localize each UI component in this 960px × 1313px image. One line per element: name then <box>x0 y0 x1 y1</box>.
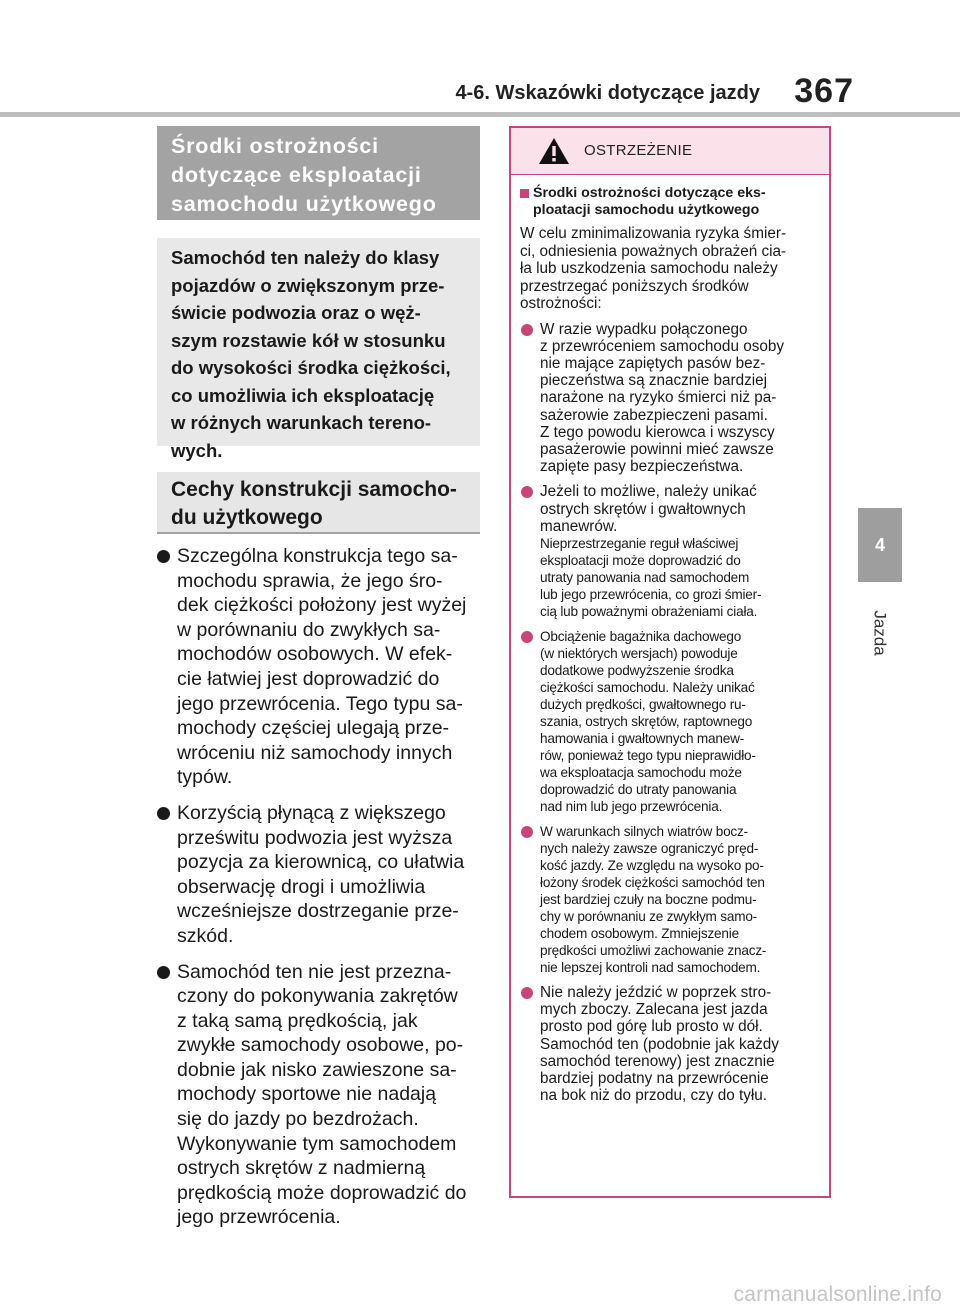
bullet-line: w porównaniu do zwykłych sa- <box>177 618 441 641</box>
page-header <box>0 0 960 120</box>
page-number: 367 <box>794 72 854 110</box>
item-line: nych należy zawsze ograniczyć pręd- <box>540 840 759 856</box>
intro-line: przestrzegać poniższych środków <box>520 277 749 295</box>
item-line: Nie należy jeździć w poprzek stro- <box>540 983 772 1001</box>
item-line: cią lub poważnymi obrażeniami ciała. <box>540 603 758 619</box>
bullet-line: wróceniu niż samochody innych <box>177 741 453 764</box>
bullet-dot-icon <box>521 324 533 336</box>
bullet-line: wcześniejsze dostrzeganie prze- <box>177 900 459 923</box>
item-line: W warunkach silnych wiatrów bocz- <box>540 823 748 839</box>
item-line: chy w porównaniu ze zwykłym samo- <box>540 908 758 924</box>
bullet-dot-icon <box>157 807 170 820</box>
item-line: Nieprzestrzeganie reguł właściwej <box>540 535 739 551</box>
bullet-line: prześwitu podwozia jest wyższa <box>177 826 453 849</box>
bullet-line: pozycja za kierownicą, co ułatwia <box>177 851 465 874</box>
warning-box <box>509 126 831 1198</box>
bullet-line: typów. <box>177 766 233 789</box>
item-line: pieczeństwa są znacznie bardziej <box>540 372 768 390</box>
item-line: na bok niż do przodu, czy do tyłu. <box>540 1087 768 1105</box>
item-line: sażerowie zabezpieczeni pasami. <box>540 406 768 424</box>
bullet-line: mochodów osobowych. W efek- <box>177 643 453 666</box>
intro-box <box>157 238 480 461</box>
item-line: ostrych skrętów i gwałtownych <box>540 500 746 518</box>
bullet-line: się do jazdy po bezdrożach. <box>177 1108 419 1131</box>
bullet-dot-icon <box>521 631 533 643</box>
warning-item <box>520 984 821 1104</box>
bullet-line: dobnie jak nisko zawieszone sa- <box>177 1058 457 1081</box>
item-line: utraty panowania nad samochodem <box>540 569 750 585</box>
item-line: jest bardziej czuły na boczne podmu- <box>540 891 757 907</box>
bullet-item <box>157 960 480 1231</box>
bullet-line: Wykonywanie tym samochodem <box>177 1132 457 1155</box>
bullet-line: mochody sportowe nie nadają <box>177 1083 437 1106</box>
subheading-line: Cechy konstrukcji samocho- <box>171 478 457 501</box>
subheading-line: ploatacji samochodu użytkowego <box>533 202 760 218</box>
item-line: nie lepszej kontroli nad samochodem. <box>540 959 761 975</box>
item-line: hamowania i gwałtownych manew- <box>540 730 745 746</box>
item-line: Samochód ten (podobnie jak każdy <box>540 1035 779 1053</box>
item-line: prędkości umożliwi zachowanie znacz- <box>540 942 767 958</box>
bullet-line: Samochód ten nie jest przezna- <box>177 960 452 983</box>
bullet-line: cie łatwiej jest doprowadzić do <box>177 667 440 690</box>
intro-line: ła lub uszkodzenia samochodu należy <box>520 260 778 277</box>
header-divider <box>0 112 960 117</box>
bullet-line: Szczególna konstrukcja tego sa- <box>177 545 458 567</box>
bullet-line: mochody częściej ulegają prze- <box>177 717 450 740</box>
warning-item <box>520 321 821 476</box>
item-line: kość jazdy. Ze względu na wysoko po- <box>540 857 764 873</box>
heading-line: Środki ostrożności <box>171 134 379 158</box>
bullet-dot-icon <box>521 987 533 999</box>
warning-item <box>520 628 821 815</box>
bullet-dot-icon <box>157 966 170 979</box>
watermark: carmanualsonline.info <box>733 1283 942 1306</box>
warning-triangle-icon <box>538 137 570 165</box>
left-column <box>157 126 480 1241</box>
bullet-list <box>157 544 480 1230</box>
item-line: lub jego przewrócenia, co grozi śmier- <box>540 586 762 602</box>
bullet-line: jego przewrócenia. <box>177 1206 341 1229</box>
warning-body <box>511 175 829 1104</box>
intro-line: świcie podwozia oraz o węż- <box>171 302 421 323</box>
item-line: rów, ponieważ tego typu nieprawidło- <box>540 747 756 763</box>
item-line: nie mające zapiętych pasów bez- <box>540 354 766 372</box>
warning-item <box>520 823 821 976</box>
warning-intro <box>520 225 821 313</box>
item-line: W razie wypadku połączonego <box>540 320 748 338</box>
intro-line: do wysokości środka ciężkości, <box>171 357 451 378</box>
intro-line: szym rozstawie kół w stosunku <box>171 329 446 351</box>
bullet-dot-icon <box>521 486 533 498</box>
warning-label: OSTRZEŻENIE <box>584 142 693 159</box>
intro-line: Samochód ten należy do klasy <box>171 247 440 268</box>
bullet-item <box>157 801 480 949</box>
warning-item <box>520 483 821 620</box>
chapter-tab[interactable]: 4 <box>858 508 902 582</box>
bullet-line: ostrych skrętów z nadmierną <box>177 1157 426 1180</box>
intro-line: pojazdów o zwiększonym prze- <box>171 274 445 296</box>
bullet-dot-icon <box>521 826 533 838</box>
bullet-line: szkód. <box>177 924 234 947</box>
subsection-heading <box>157 472 480 534</box>
intro-line: w różnych warunkach tereno- <box>171 412 432 433</box>
item-line: chodem osobowym. Zmniejszenie <box>540 925 739 941</box>
item-line: wa eksploatacja samochodu może <box>540 764 742 780</box>
bullet-line: jego przewrócenia. Tego typu sa- <box>177 692 463 715</box>
item-line: bardziej podatny na przewrócenie <box>540 1069 769 1087</box>
item-line: manewrów. <box>540 517 618 535</box>
heading-line: dotyczące eksploatacji <box>171 163 422 187</box>
intro-line: wych. <box>171 439 223 461</box>
intro-line: ostrożności: <box>520 295 602 312</box>
bullet-line: obserwację drogi i umożliwia <box>177 875 426 898</box>
bullet-line: dek ciężkości położony jest wyżej <box>177 594 467 617</box>
item-line: doprowadzić do utraty panowania <box>540 781 737 797</box>
section-title: 4-6. Wskazówki dotyczące jazdy <box>455 82 760 104</box>
item-line: z przewróceniem samochodu osoby <box>540 337 785 355</box>
item-line: samochód terenowy) jest znacznie <box>540 1052 775 1070</box>
item-line: Jeżeli to możliwe, należy unikać <box>540 483 757 501</box>
item-line: Obciążenie bagażnika dachowego <box>540 628 742 644</box>
item-line: zapięte pasy bezpieczeństwa. <box>540 458 744 476</box>
bullet-line: Korzyścią płynącą z większego <box>177 801 446 824</box>
bullet-dot-icon <box>157 550 170 563</box>
intro-line: co umożliwia ich eksploatację <box>171 384 435 406</box>
item-line: prosto pod górę lub prosto w dół. <box>540 1018 763 1036</box>
bullet-line: mochodu sprawia, że jego śro- <box>177 569 443 592</box>
subheading-line: du użytkowego <box>171 506 323 529</box>
item-line: nad nim lub jego przewrócenia. <box>540 798 723 814</box>
item-line: dodatkowe podwyższenie środka <box>540 662 734 678</box>
item-line: Z tego powodu kierowca i wszyscy <box>540 423 775 441</box>
item-line: szania, ostrych skrętów, raptownego <box>540 713 753 729</box>
bullet-line: z taką samą prędkością, jak <box>177 1009 418 1032</box>
item-line: eksploatacji może doprowadzić do <box>540 552 741 568</box>
item-line: (w niektórych wersjach) powoduje <box>540 645 738 661</box>
item-line: mych zboczy. Zalecana jest jazda <box>540 1001 768 1019</box>
subheading-line: Środki ostrożności dotyczące eks- <box>533 185 766 201</box>
warning-header <box>511 128 829 175</box>
heading-line: samochodu użytkowego <box>171 192 437 216</box>
item-line: łożony środek ciężkości samochód ten <box>540 874 765 890</box>
bullet-line: czony do pokonywania zakrętów <box>177 985 458 1008</box>
intro-line: W celu zminimalizowania ryzyka śmier- <box>520 225 787 242</box>
item-line: dużych prędkości, gwałtownego ru- <box>540 696 746 712</box>
item-line: ciężkości samochodu. Należy unikać <box>540 679 755 695</box>
bullet-line: prędkością może doprowadzić do <box>177 1181 467 1204</box>
warning-subheading <box>520 185 821 219</box>
chapter-label <box>856 598 904 668</box>
section-heading <box>157 126 480 220</box>
bullet-line: zwykłe samochody osobowe, po- <box>177 1034 464 1057</box>
item-line: narażone na ryzyko śmierci niż pa- <box>540 389 777 407</box>
intro-line: ci, odniesienia poważnych obrażeń cia- <box>520 242 787 260</box>
item-line: pasażerowie powinni mieć zawsze <box>540 440 774 458</box>
square-bullet-icon <box>520 189 529 198</box>
bullet-item <box>157 544 480 790</box>
chapter-label-text: Jazda <box>871 610 890 656</box>
